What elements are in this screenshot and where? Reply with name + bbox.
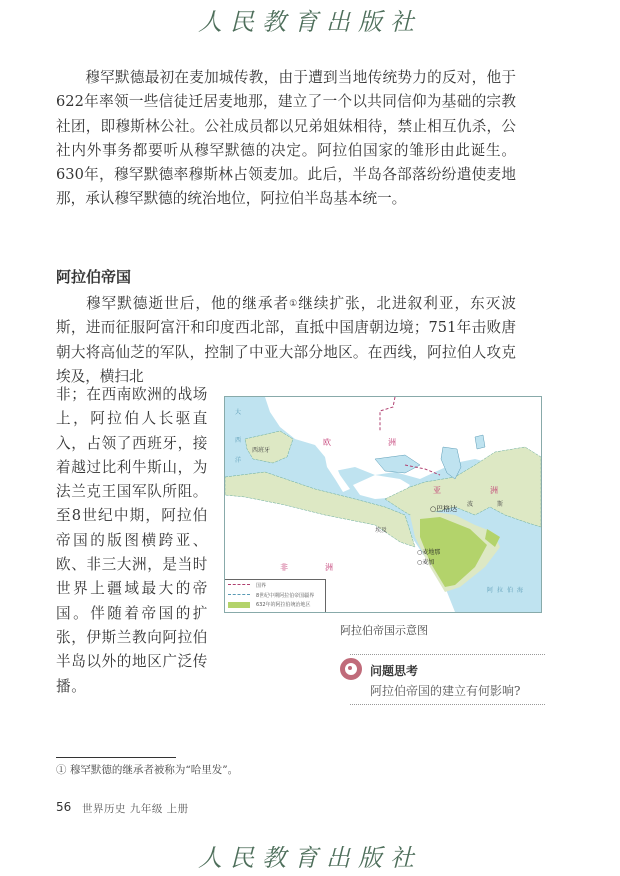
map-label-mecca-text: 麦加	[422, 559, 435, 566]
legend-swatch-border	[228, 584, 250, 585]
map-label-spain: 西班牙	[252, 447, 271, 454]
footnote-rule	[56, 757, 176, 758]
map-label-europe-1: 欧	[323, 438, 331, 447]
legend-label-border: 国界	[256, 583, 267, 589]
page-number: 56	[56, 800, 72, 814]
map-label-atlantic-3: 洋	[235, 457, 242, 464]
think-box-bottom-divider	[350, 704, 545, 705]
map-label-africa-1: 非	[280, 563, 288, 572]
legend-swatch-empire	[228, 594, 250, 595]
map-legend	[225, 579, 326, 613]
map-caption: 阿拉伯帝国示意图	[340, 624, 428, 637]
aral-sea	[475, 435, 485, 449]
paragraph-expansion-text-a: 穆罕默德逝世后，他的继承者	[85, 295, 290, 312]
map-label-mecca: ○麦加	[417, 559, 435, 566]
footnote-text: ① 穆罕默德的继承者被称为“哈里发”。	[56, 764, 239, 776]
publisher-logo-top: 人民教育出版社	[198, 8, 422, 36]
legend-swatch-632	[228, 602, 250, 608]
paragraph-expansion-text-b: 继续扩张，北进叙利亚，东灭波斯，进而征服阿富汗和印度西北部，直抵中国唐朝边境；751年击败唐朝大将高仙芝的军队，控制了中亚大部分地区。在西线，阿拉伯人攻克埃及，横扫北	[56, 295, 516, 385]
book-title: 世界历史 九年级 上册	[82, 803, 189, 815]
map-label-egypt: 埃及	[375, 527, 388, 534]
paragraph-expansion-continued: 非；在西南欧洲的战场上，阿拉伯人长驱直入，占领了西班牙，接着越过比利牛斯山，为法兰克王国军队所阻。至8世纪中期，阿拉伯帝国的版图横跨亚、欧、非三大洲，是当时世界上疆域最大的帝国。伴随着帝国的扩张，伊斯兰教向阿拉伯半岛以外的地区广泛传播。	[56, 386, 208, 695]
map-label-medina: ○麦地那	[417, 549, 441, 556]
paragraph-founding-text: 穆罕默德最初在麦加城传教，由于遭到当地传统势力的反对，他于622年率领一些信徒迁居麦地那，建立了一个以共同信仰为基础的宗教社团，即穆斯林公社。公社成员都以兄弟姐妹相待，禁止相互仇杀，公社内外事务都要听从穆罕默德的决定。阿拉伯国家的雏形由此诞生。630年，穆罕默德率穆斯林占领麦加。此后，半岛各部落纷纷遣使麦地那，承认穆罕默德的统治地位，阿拉伯半岛基本统一。	[56, 69, 516, 208]
paragraph-founding	[56, 66, 516, 212]
paragraph-expansion	[56, 292, 516, 389]
map-label-africa-2: 洲	[325, 563, 333, 572]
map-label-persia-2: 斯	[497, 501, 504, 508]
think-box-question: 阿拉伯帝国的建立有何影响?	[370, 684, 521, 698]
section-heading: 阿拉伯帝国	[56, 268, 132, 286]
map-label-persia-1: 波	[467, 501, 474, 508]
map-label-europe-2: 洲	[388, 438, 396, 447]
think-box-title: 问题思考	[370, 664, 419, 678]
map-label-baghdad-text: 巴格达	[436, 505, 458, 513]
think-box-top-divider	[350, 654, 545, 655]
footnote-marker[interactable]: ①	[289, 299, 299, 309]
arab-empire-map	[224, 396, 542, 613]
think-box	[340, 652, 545, 710]
map-label-asia-1: 亚	[433, 486, 441, 495]
legend-label-empire: 8世纪中期阿拉伯帝国疆界	[256, 593, 315, 599]
publisher-logo-bottom: 人民教育出版社	[198, 844, 422, 872]
map-label-arabian-sea: 阿拉伯海	[487, 587, 528, 594]
map-label-asia-2: 洲	[490, 486, 498, 495]
map-label-atlantic-1: 大	[235, 409, 242, 416]
map-label-medina-text: 麦地那	[422, 549, 441, 556]
legend-label-632: 632年的阿拉伯统治地区	[256, 602, 311, 608]
circle-think-icon	[340, 658, 362, 680]
map-label-baghdad: ○巴格达	[430, 505, 458, 513]
map-label-atlantic-2: 西	[235, 437, 242, 444]
